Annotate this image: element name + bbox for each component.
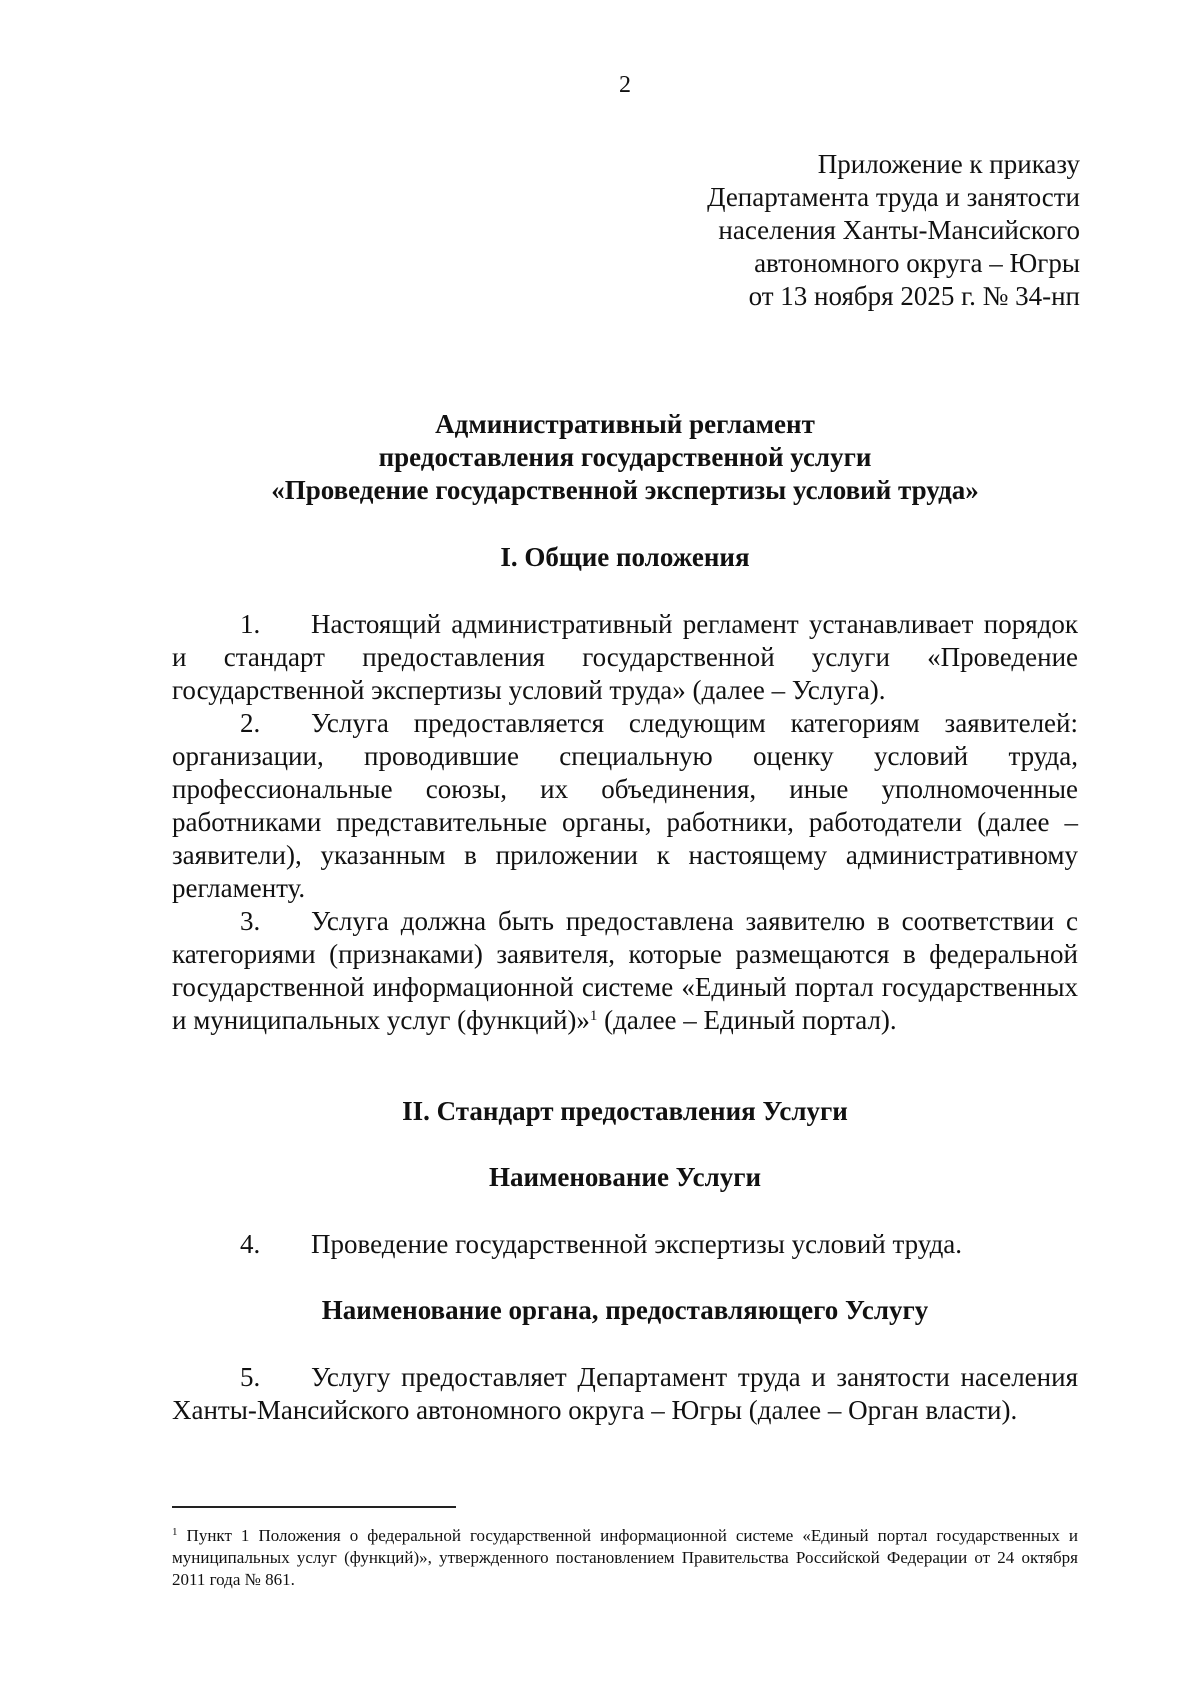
paragraph-1 bbox=[172, 608, 1078, 707]
paragraph-text: Услуга должна быть предоставлена заявителю в соответствии с категориями (признаками) заявителя, которые размещаются в федеральной государственной информационной системе «Единый портал государственных и муниципальных услуг (функций)» bbox=[172, 906, 1078, 1035]
footnote bbox=[172, 1525, 1078, 1591]
paragraph-text: Настоящий административный регламент устанавливает порядок и стандарт предоставления государственной услуги «Проведение государственной экспертизы условий труда» (далее – Услуга). bbox=[172, 609, 1078, 705]
appendix-line: Приложение к приказу bbox=[817, 149, 1080, 179]
paragraph-5 bbox=[172, 1361, 1078, 1427]
paragraph-text: Услугу предоставляет Департамент труда и занятости населения Ханты-Мансийского автономного округа – Югры (далее – Орган власти). bbox=[172, 1362, 1078, 1425]
section-heading-general: I. Общие положения bbox=[500, 542, 750, 572]
title-line: Административный регламент bbox=[435, 409, 815, 439]
paragraph-number: 5. bbox=[240, 1362, 261, 1392]
paragraph-3 bbox=[172, 905, 1078, 1037]
paragraph-number: 1. bbox=[240, 609, 261, 639]
appendix-line: населения Ханты-Мансийского bbox=[718, 215, 1080, 245]
appendix-line: от 13 ноября 2025 г. № 34-нп bbox=[748, 281, 1080, 311]
paragraph-text-continued: (далее – Единый портал). bbox=[597, 1005, 897, 1035]
subheading-authority-name: Наименование органа, предоставляющего Услугу bbox=[321, 1295, 929, 1325]
footnote-separator bbox=[172, 1506, 456, 1508]
section-heading-standard: II. Стандарт предоставления Услуги bbox=[402, 1096, 848, 1126]
paragraph-2 bbox=[172, 707, 1078, 905]
paragraph-number: 3. bbox=[240, 906, 261, 936]
page-number: 2 bbox=[619, 72, 631, 98]
paragraph-4 bbox=[172, 1228, 1078, 1261]
title-line: «Проведение государственной экспертизы условий труда» bbox=[271, 475, 979, 505]
paragraph-number: 2. bbox=[240, 708, 261, 738]
appendix-reference bbox=[560, 148, 1080, 313]
footnote-mark: 1 bbox=[172, 1526, 178, 1538]
paragraph-number: 4. bbox=[240, 1229, 261, 1259]
paragraph-text: Услуга предоставляется следующим категориям заявителей: организации, проводившие специальную оценку условий труда, профессиональные союзы, их объединения, иные уполномоченные работниками представительные органы, работники, работодатели (далее – заявители), указанным в приложении к настоящему административному регламенту. bbox=[172, 708, 1078, 903]
footnote-reference[interactable]: 1 bbox=[589, 1008, 598, 1024]
appendix-line: Департамента труда и занятости bbox=[707, 182, 1080, 212]
appendix-line: автономного округа – Югры bbox=[754, 248, 1080, 278]
footnote-text: Пункт 1 Положения о федеральной государственной информационной системе «Единый портал государственных и муниципальных услуг (функций)», утвержденного постановлением Правительства Российской Федерации от 24 октября 2011 года № 861. bbox=[172, 1526, 1078, 1589]
subheading-service-name: Наименование Услуги bbox=[488, 1162, 762, 1192]
document-title bbox=[170, 408, 1080, 507]
paragraph-text: Проведение государственной экспертизы условий труда. bbox=[311, 1229, 963, 1259]
title-line: предоставления государственной услуги bbox=[378, 442, 872, 472]
